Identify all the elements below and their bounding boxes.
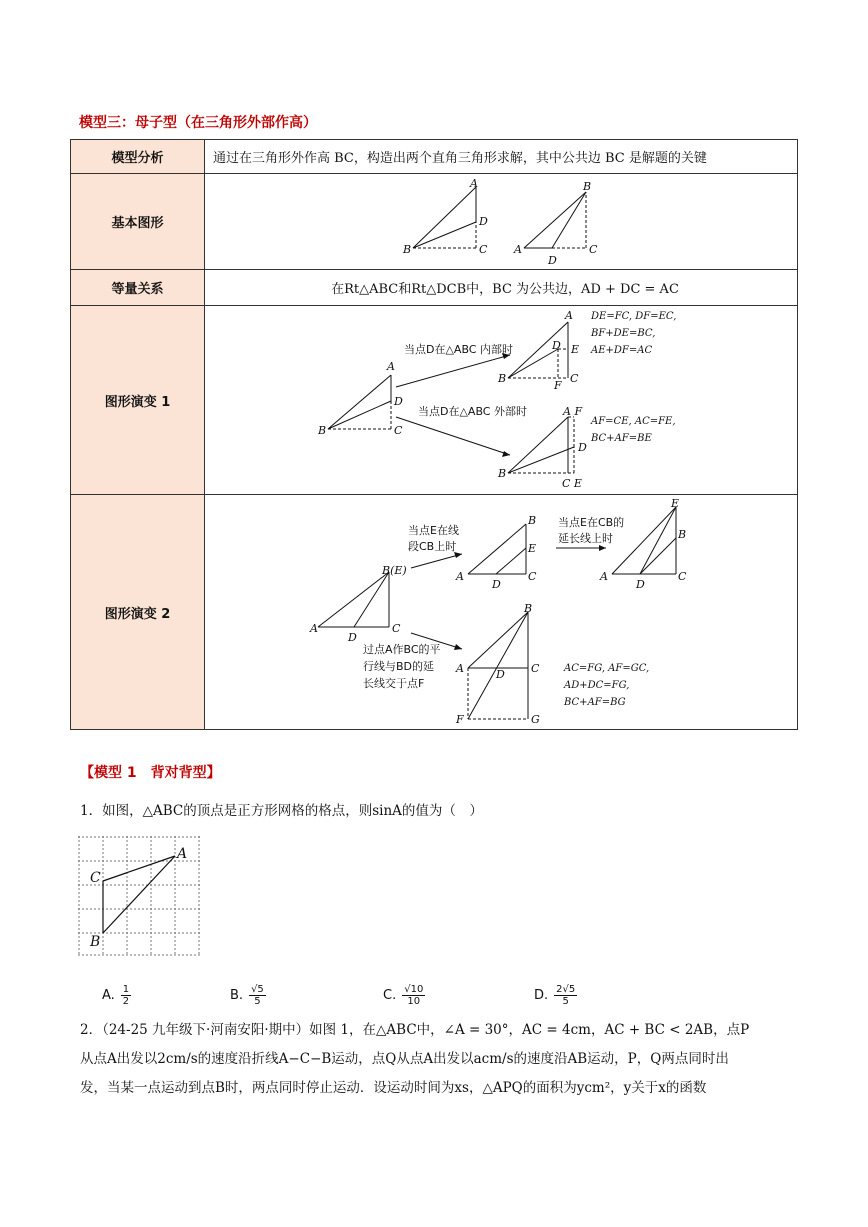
svg-text:D: D <box>479 215 488 228</box>
option-a[interactable]: A. $\frac{1}{2}$ <box>102 984 130 1007</box>
basic-figure-diagram <box>206 175 796 268</box>
svg-text:E: E <box>671 497 680 510</box>
option-d[interactable]: D. $\frac{2√5}{5}$ <box>534 984 576 1007</box>
svg-text:A: A <box>456 662 464 675</box>
svg-text:C: C <box>394 424 403 437</box>
svg-text:E: E <box>571 343 580 356</box>
svg-text:C: C <box>90 870 101 886</box>
svg-text:A: A <box>456 570 464 583</box>
rel-ev2-1: AC=FG, AF=GC, <box>564 663 650 674</box>
rel-outside-2: BC+AF=BE <box>591 433 652 444</box>
evolution-2-diagram <box>206 496 796 728</box>
rel-outside-1: AF=CE, AC=FE, <box>591 416 676 427</box>
svg-text:C: C <box>570 372 579 385</box>
svg-text:C: C <box>392 622 401 635</box>
case-extension-2: 延长线上时 <box>558 532 613 545</box>
basic-figure-cell <box>205 174 798 270</box>
label-equal-relation: 等量关系 <box>71 270 205 306</box>
svg-text:C: C <box>531 662 540 675</box>
svg-text:G: G <box>531 713 540 726</box>
svg-text:B: B <box>498 467 507 480</box>
svg-text:B: B <box>678 528 687 541</box>
model-table <box>70 139 798 730</box>
svg-text:B: B <box>528 514 537 527</box>
svg-text:A: A <box>387 360 395 373</box>
model-heading: 【模型 1 背对背型】 <box>80 765 221 781</box>
evolution-1-cell <box>205 306 798 495</box>
section-title: 模型三：母子型（在三角形外部作高） <box>79 115 317 131</box>
case-inside-label: 当点D在△ABC 内部时 <box>404 343 513 356</box>
equal-relation-text: 在Rt△ABC和Rt△DCB中，BC 为公共边，AD + DC = AC <box>205 270 798 306</box>
svg-text:E: E <box>528 542 537 555</box>
svg-text:A: A <box>470 177 478 190</box>
svg-text:B: B <box>498 372 507 385</box>
svg-text:D: D <box>496 668 505 681</box>
q2-line-2: 从点A出发以2cm/s的速度沿折线A−C−B运动，点Q从点A出发以acm/s的速度沿AB运动，P，Q两点同时出 <box>80 1051 729 1067</box>
model-analysis-text: 通过在三角形外作高 BC，构造出两个直角三角形求解，其中公共边 BC 是解题的关键 <box>205 140 798 174</box>
case-parallel-2: 行线与BD的延 <box>363 660 435 673</box>
case-outside-label: 当点D在△ABC 外部时 <box>418 405 527 418</box>
svg-text:A: A <box>177 846 188 862</box>
case-segment-2: 段CB上时 <box>408 540 457 553</box>
svg-text:B: B <box>403 243 412 256</box>
svg-text:B: B <box>318 424 327 437</box>
svg-text:A: A <box>310 622 318 635</box>
rel-inside-2: BF+DE=BC, <box>591 328 656 339</box>
evolution-2-cell <box>205 495 798 730</box>
svg-text:B: B <box>524 602 533 615</box>
svg-text:F: F <box>554 379 562 392</box>
q2-line-3: 发，当某一点运动到点B时，两点同时停止运动．设运动时间为xs，△APQ的面积为ycm²，y关于x的函数 <box>80 1080 707 1096</box>
svg-text:B: B <box>90 934 101 950</box>
q1-grid-figure <box>78 836 202 956</box>
q1-text: 1．如图，△ABC的顶点是正方形网格的格点，则sinA的值为（ ） <box>80 803 483 819</box>
evolution-1-diagram <box>206 307 796 493</box>
svg-text:C: C <box>528 570 537 583</box>
svg-text:D: D <box>552 339 561 352</box>
svg-text:D: D <box>636 578 645 591</box>
rel-ev2-2: AD+DC=FG, <box>564 680 630 691</box>
option-c[interactable]: C. $\frac{√10}{10}$ <box>383 984 424 1007</box>
svg-text:C: C <box>678 570 687 583</box>
svg-text:C: C <box>589 243 598 256</box>
svg-text:D: D <box>492 578 501 591</box>
q2-line-1: 2．（24-25 九年级下·河南安阳·期中）如图 1，在△ABC中，∠A = 30°，AC = 4cm，AC + BC < 2AB，点P <box>80 1022 750 1038</box>
label-basic-figure: 基本图形 <box>71 174 205 270</box>
svg-text:C: C <box>479 243 488 256</box>
case-parallel-1: 过点A作BC的平 <box>363 643 441 656</box>
label-model-analysis: 模型分析 <box>71 140 205 174</box>
svg-text:D: D <box>578 441 587 454</box>
label-evolution-2: 图形演变 2 <box>71 495 205 730</box>
svg-text:B: B <box>583 180 592 193</box>
svg-text:D: D <box>548 254 557 267</box>
label-evolution-1: 图形演变 1 <box>71 306 205 495</box>
svg-text:D: D <box>348 631 357 644</box>
case-parallel-3: 长线交于点F <box>363 677 425 690</box>
rel-inside-1: DE=FC, DF=EC, <box>591 311 677 322</box>
rel-inside-3: AE+DF=AC <box>591 345 653 356</box>
rel-ev2-3: BC+AF=BG <box>564 697 626 708</box>
svg-text:A F: A F <box>563 405 583 418</box>
svg-text:A: A <box>565 309 573 322</box>
svg-text:A: A <box>600 570 608 583</box>
svg-text:D: D <box>394 395 403 408</box>
svg-text:A: A <box>514 243 522 256</box>
svg-text:C E: C E <box>562 477 582 490</box>
svg-text:F: F <box>456 713 464 726</box>
option-b[interactable]: B. $\frac{√5}{5}$ <box>230 984 264 1007</box>
case-extension-1: 当点E在CB的 <box>558 516 625 529</box>
svg-text:B(E): B(E) <box>382 564 407 577</box>
case-segment-1: 当点E在线 <box>408 524 459 537</box>
